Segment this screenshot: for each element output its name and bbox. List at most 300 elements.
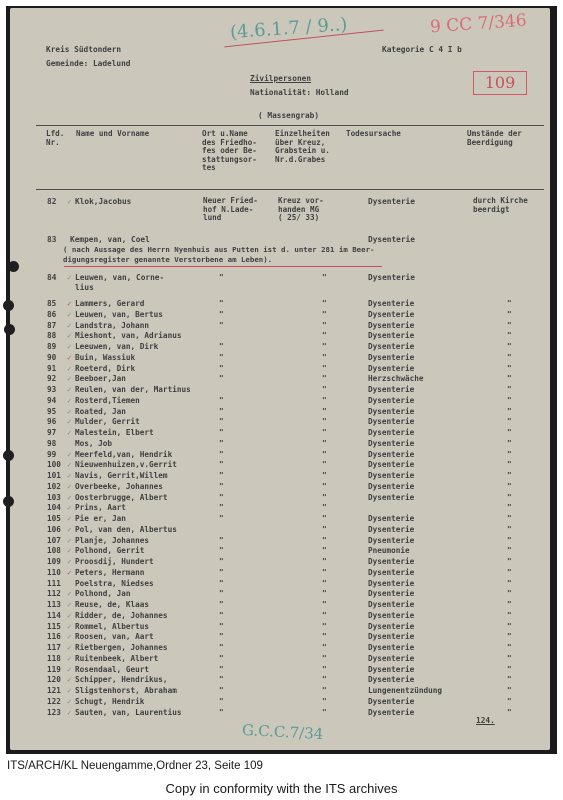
entry-cause: Dysenterie [368, 438, 415, 448]
entry-number: 118 [47, 653, 61, 663]
table-row [10, 407, 550, 418]
entry-grave: " [322, 696, 327, 706]
entry-burial: " [507, 610, 512, 620]
entry-place: " [219, 643, 224, 652]
entry-name: Lammers, Gerard [75, 299, 145, 308]
entry-name: Polhond, Jan [75, 589, 131, 599]
entry-number: 114 [47, 610, 61, 620]
entry-name: Prins, Aart [75, 503, 126, 513]
entry-cause: Dysenterie [368, 643, 415, 652]
entry-number: 102 [47, 481, 61, 491]
entry-place: " [219, 492, 224, 502]
entry-grave: " [322, 395, 327, 405]
red-underline [64, 266, 382, 267]
check-mark: ✓ [67, 385, 72, 394]
entry-number: 93 [47, 385, 57, 394]
entry-grave: " [322, 481, 327, 491]
entry-place: " [219, 589, 224, 599]
table-row [10, 579, 550, 590]
col-header-cause: Todesursache [346, 129, 401, 138]
entry-number: 98 [47, 438, 57, 448]
entry-cause: Dysenterie [368, 342, 415, 351]
entry-name: Proosdij, Hundert [75, 557, 154, 566]
entry-number: 100 [47, 460, 61, 470]
entry-grave: " [322, 675, 327, 685]
check-mark: ✓ [67, 664, 72, 674]
entry-grave: " [322, 535, 327, 545]
entry-burial: " [507, 417, 512, 427]
entry-place: " [219, 653, 224, 663]
entry-name: Mulder, Gerrit [75, 417, 140, 427]
entry-place: " [219, 460, 224, 470]
entry-grave: " [322, 438, 327, 448]
entry-name: Leeuwen, van, Dirk [75, 342, 159, 351]
entry-burial: " [507, 428, 512, 437]
entry-burial: " [507, 578, 512, 588]
entry-number: 110 [47, 567, 61, 577]
entry-burial: " [507, 385, 512, 394]
punch-hole [8, 261, 19, 272]
entry-cause: Dysenterie [368, 707, 415, 717]
entry-cause: Dysenterie [368, 524, 415, 534]
entry-name: Landstra, Johann [75, 320, 150, 330]
row-83-note-line1: ( nach Aussage des Herrn Nyenhuis aus Putten ist d. unter 281 im Beer- [63, 245, 375, 254]
grave-type-label: ( Massengrab) [258, 111, 320, 120]
entry-burial: " [507, 352, 512, 362]
entry-burial: " [507, 309, 512, 319]
table-row [10, 417, 550, 428]
punch-hole [3, 496, 14, 507]
entry-burial: " [507, 320, 512, 330]
entry-cause: Dysenterie [368, 632, 415, 642]
entry-number: 106 [47, 524, 61, 534]
entry-cause: Dysenterie [368, 567, 415, 577]
conformity-caption: Copy in conformity with the ITS archives [165, 781, 398, 796]
entry-name: Pol, van den, Albertus [75, 524, 177, 534]
entry-name: Rietbergen, Johannes [75, 643, 168, 652]
entry-number: 119 [47, 664, 61, 674]
entry-number: 116 [47, 632, 61, 642]
check-mark: ✓ [67, 514, 72, 523]
table-row [10, 525, 550, 536]
entry-grave: " [322, 514, 327, 523]
entry-place: " [219, 578, 224, 588]
entry-name: Sauten, van, Laurentius [75, 707, 182, 717]
entry-name: Sligstenhorst, Abraham [75, 686, 177, 695]
entry-number: 121 [47, 686, 61, 695]
page-number: 124. [476, 716, 495, 725]
entry-burial: " [507, 503, 512, 513]
entry-name: Roosen, van, Aart [75, 632, 154, 642]
entry-grave: " [322, 428, 327, 437]
entry-cause: Dysenterie [368, 664, 415, 674]
entry-grave: " [322, 653, 327, 663]
entry-burial: " [507, 492, 512, 502]
entry-place: " [219, 686, 224, 695]
entry-name: Meerfeld,van, Hendrik [75, 449, 173, 459]
check-mark: ✓ [67, 524, 72, 534]
entry-cause: Dysenterie [368, 492, 415, 502]
entry-grave: " [322, 449, 327, 459]
check-mark: ✓ [67, 395, 72, 405]
check-mark: ✓ [67, 417, 72, 427]
entry-name: Poelstra, Niedses [75, 578, 154, 588]
entry-cause: Dysenterie [368, 299, 415, 308]
entry-burial: " [507, 471, 512, 480]
entry-number: 90 [47, 352, 57, 362]
entry-burial: " [507, 589, 512, 599]
table-row [10, 450, 550, 461]
entry-cause: Dysenterie [368, 589, 415, 599]
entry-name: Ruitenbeek, Albert [75, 653, 159, 663]
teal-handwritten-note: (4.6.1.7 / 9..) [229, 13, 349, 44]
punch-hole [3, 300, 14, 311]
entry-grave: " [322, 471, 327, 480]
entry-name: Oosterbrugge, Albert [75, 492, 168, 502]
check-mark: ✓ [67, 675, 72, 685]
entry-burial: " [507, 524, 512, 534]
entry-name: Reulen, van der, Martinus [75, 385, 191, 394]
entry-burial: " [507, 395, 512, 405]
entry-number: 88 [47, 331, 57, 341]
entry-number: 120 [47, 675, 61, 685]
entry-cause: Dysenterie [368, 621, 415, 631]
check-mark: ✓ [67, 460, 72, 470]
entry-grave: " [322, 664, 327, 674]
entry-name: Malestein, Elbert [75, 428, 154, 437]
entry-burial: " [507, 664, 512, 674]
table-row [10, 665, 550, 676]
entry-grave: " [322, 352, 327, 362]
entry-name: Reuse, de, Klaas [75, 600, 150, 609]
entry-burial: " [507, 438, 512, 448]
entry-name: Navis, Gerrit,Willem [75, 471, 168, 480]
entry-cause: Dysenterie [368, 449, 415, 459]
entry-number: 86 [47, 309, 57, 319]
entry-grave: " [322, 643, 327, 652]
entry-name: Ridder, de, Johannes [75, 610, 168, 620]
entry-burial: " [507, 514, 512, 523]
entry-burial: " [507, 696, 512, 706]
entry-name: Roeterd, Dirk [75, 363, 136, 373]
row-82-nr: 82 [47, 197, 57, 206]
table-row [10, 364, 550, 375]
entry-grave: " [322, 589, 327, 599]
entry-burial: " [507, 686, 512, 695]
check-mark: ✓ [67, 610, 72, 620]
entry-grave: " [322, 546, 327, 556]
entry-place: " [219, 406, 224, 416]
entry-name: Schugt, Hendrik [75, 696, 145, 706]
entry-cause: Dysenterie [368, 460, 415, 470]
check-mark: ✓ [67, 546, 72, 556]
entry-place: " [219, 675, 224, 685]
row-84-name-cont: lius [75, 283, 94, 292]
entry-number: 85 [47, 299, 57, 308]
entry-number: 95 [47, 406, 57, 416]
entry-number: 117 [47, 643, 61, 652]
entry-grave: " [322, 686, 327, 695]
check-mark: ✓ [67, 342, 72, 351]
table-row [10, 353, 550, 364]
punch-hole [3, 450, 14, 461]
entry-name: Planje, Johannes [75, 535, 150, 545]
entry-grave: " [322, 299, 327, 308]
row-84-name: Leuwen, van, Corne- [75, 273, 165, 282]
table-row [10, 568, 550, 579]
table-row [10, 686, 550, 697]
entry-cause: Dysenterie [368, 363, 415, 373]
table-row [10, 342, 550, 353]
entry-name: Polhond, Gerrit [75, 546, 145, 556]
entry-cause: Herzschwäche [368, 374, 424, 384]
entry-place: " [219, 320, 224, 330]
check-mark: ✓ [67, 449, 72, 459]
entry-burial: " [507, 460, 512, 470]
check-mark: ✓ [67, 299, 72, 308]
entry-cause: Dysenterie [368, 385, 415, 394]
col-header-nr: Lfd. Nr. [46, 129, 65, 147]
entry-place: " [219, 600, 224, 609]
entry-grave: " [322, 363, 327, 373]
entry-cause: Dysenterie [368, 320, 415, 330]
check-mark: ✓ [67, 471, 72, 480]
row-82-burial: durch Kirche beerdigt [473, 196, 528, 214]
entry-cause: Dysenterie [368, 535, 415, 545]
check-mark: ✓ [67, 696, 72, 706]
entry-burial: " [507, 342, 512, 351]
entry-place: " [219, 395, 224, 405]
entry-name: Overbeeke, Johannes [75, 481, 163, 491]
row-83-note-line2: digungsregister genannte Verstorbene am Leben). [63, 255, 273, 264]
entry-name: Pie er, Jan [75, 514, 126, 523]
table-row [10, 611, 550, 622]
entry-grave: " [322, 578, 327, 588]
entry-burial: " [507, 675, 512, 685]
entry-name: Mieshont, van, Adrianus [75, 331, 182, 341]
entry-grave: " [322, 460, 327, 470]
check-mark: ✓ [67, 309, 72, 319]
row-83-cause: Dysenterie [368, 235, 415, 244]
check-mark: ✓ [67, 374, 72, 384]
entry-number: 112 [47, 589, 61, 599]
check-mark: ✓ [67, 535, 72, 545]
entry-cause: Dysenterie [368, 600, 415, 609]
check-mark: ✓ [67, 320, 72, 330]
check-mark: ✓ [67, 352, 72, 362]
entry-number: 94 [47, 395, 57, 405]
entry-place: " [219, 417, 224, 427]
row-84-place: " [219, 273, 224, 282]
entry-grave: " [322, 331, 327, 341]
entry-place: " [219, 438, 224, 448]
row-83-name: Kempen, van, Coel [70, 235, 150, 244]
table-row [10, 385, 550, 396]
entry-cause: Dysenterie [368, 395, 415, 405]
entry-name: Buin, Wassiuk [75, 352, 136, 362]
row-82-place: Neuer Fried- hof N.Lade- lund [203, 196, 258, 222]
table-row [10, 321, 550, 332]
check-mark: ✓ [67, 686, 72, 695]
entry-burial: " [507, 299, 512, 308]
table-top-rule [36, 125, 544, 126]
entry-place: " [219, 610, 224, 620]
table-row [10, 600, 550, 611]
entry-grave: " [322, 621, 327, 631]
table-row [10, 622, 550, 633]
entry-number: 123 [47, 707, 61, 717]
entry-name: Rommel, Albertus [75, 621, 150, 631]
entry-name: Rosterd,Tiemen [75, 395, 140, 405]
entry-cause: Dysenterie [368, 696, 415, 706]
entry-cause: Dysenterie [368, 352, 415, 362]
entry-place: " [219, 363, 224, 373]
table-row [10, 697, 550, 708]
table-row [10, 643, 550, 654]
entry-number: 103 [47, 492, 61, 502]
entry-number: 99 [47, 449, 57, 459]
entry-place: " [219, 299, 224, 308]
entry-grave: " [322, 524, 327, 534]
entry-cause: Dysenterie [368, 610, 415, 620]
entry-cause: Dysenterie [368, 675, 415, 685]
entry-burial: " [507, 331, 512, 341]
kategorie-label: Kategorie C 4 I b [382, 45, 462, 54]
check-mark: ✓ [67, 589, 72, 599]
table-row [10, 546, 550, 557]
entry-place: " [219, 374, 224, 384]
entry-grave: " [322, 385, 327, 394]
entry-burial: " [507, 600, 512, 609]
entry-burial: " [507, 406, 512, 416]
entry-grave: " [322, 632, 327, 642]
entry-grave: " [322, 406, 327, 416]
entry-place: " [219, 352, 224, 362]
table-row [10, 374, 550, 385]
row-84-cause: Dysenterie [368, 273, 415, 282]
entry-grave: " [322, 320, 327, 330]
col-header-place: Ort u.Name des Friedho- fes oder Be- stattungsor- tes [202, 129, 257, 172]
entry-burial: " [507, 557, 512, 566]
entry-cause: Dysenterie [368, 578, 415, 588]
table-row [10, 589, 550, 600]
entry-cause: Dysenterie [368, 331, 415, 341]
check-mark: ✓ [67, 643, 72, 652]
nationality-label: Nationalität: Holland [250, 88, 349, 97]
table-row [10, 675, 550, 686]
entry-grave: " [322, 557, 327, 566]
entry-grave: " [322, 503, 327, 513]
source-caption: ITS/ARCH/KL Neuengamme,Ordner 23, Seite 109 [7, 760, 263, 772]
entry-number: 89 [47, 342, 57, 351]
table-row [10, 331, 550, 342]
entry-place: " [219, 567, 224, 577]
entry-number: 122 [47, 696, 61, 706]
entry-place: " [219, 546, 224, 556]
entry-place: " [219, 621, 224, 631]
col-header-grave: Einzelheiten über Kreuz, Grabstein u. Nr.d.Grabes [275, 129, 330, 164]
row-83-nr: 83 [47, 235, 57, 244]
entry-number: 97 [47, 428, 57, 437]
check-mark: ✓ [67, 331, 72, 341]
entry-burial: " [507, 632, 512, 642]
table-row [10, 493, 550, 504]
entry-place: " [219, 664, 224, 674]
entry-grave: " [322, 374, 327, 384]
entry-burial: " [507, 707, 512, 717]
entry-grave: " [322, 707, 327, 717]
kreis-label: Kreis Südtondern [46, 45, 122, 54]
entry-burial: " [507, 374, 512, 384]
entry-cause: Dysenterie [368, 481, 415, 491]
check-mark: ✓ [67, 481, 72, 491]
entry-number: 105 [47, 514, 61, 523]
col-header-burial: Umstände der Beerdigung [467, 129, 522, 147]
table-row [10, 654, 550, 665]
entry-place: " [219, 557, 224, 566]
check-mark: ✓ [67, 600, 72, 609]
row-82-cause: Dysenterie [368, 197, 415, 206]
entry-number: 113 [47, 600, 61, 609]
check-mark: ✓ [67, 428, 72, 437]
entry-place: " [219, 535, 224, 545]
check-mark: ✓ [67, 621, 72, 631]
entry-burial: " [507, 449, 512, 459]
entry-grave: " [322, 600, 327, 609]
entry-grave: " [322, 342, 327, 351]
table-row [10, 471, 550, 482]
table-header-rule [36, 189, 544, 190]
entry-grave: " [322, 492, 327, 502]
entry-cause: Dysenterie [368, 428, 415, 437]
table-row [10, 460, 550, 471]
table-row [10, 557, 550, 568]
entry-cause: Dysenterie [368, 653, 415, 663]
check-mark: ✓ [67, 406, 72, 416]
entry-number: 87 [47, 320, 57, 330]
entry-name: Leuwen, van, Bertus [75, 309, 163, 319]
entry-number: 109 [47, 557, 61, 566]
entry-burial: " [507, 546, 512, 556]
entry-cause: Dysenterie [368, 514, 415, 523]
bottom-handwritten-note: G.C.C.7/34 [241, 720, 324, 744]
red-number-box: 109 [473, 71, 527, 95]
entry-burial: " [507, 567, 512, 577]
entry-cause: Dysenterie [368, 309, 415, 319]
table-row [10, 536, 550, 547]
check-mark: ✓ [67, 567, 72, 577]
table-row [10, 708, 550, 719]
entry-name: Nieuwenhuizen,v.Gerrit [75, 460, 177, 470]
category-heading: Zivilpersonen [250, 74, 312, 83]
row-84-nr: 84 [47, 273, 57, 282]
entry-grave: " [322, 610, 327, 620]
check-mark: ✓ [67, 653, 72, 663]
entry-name: Mos, Job [75, 438, 113, 448]
entry-burial: " [507, 363, 512, 373]
entry-number: 111 [47, 578, 61, 588]
entry-burial: " [507, 653, 512, 663]
entry-number: 92 [47, 374, 57, 384]
row-82-check: ✓ [67, 197, 72, 206]
table-row [10, 482, 550, 493]
entry-number: 108 [47, 546, 61, 556]
check-mark: ✓ [67, 632, 72, 642]
entry-cause: Dysenterie [368, 417, 415, 427]
table-row [10, 514, 550, 525]
entry-grave: " [322, 309, 327, 319]
entry-number: 107 [47, 535, 61, 545]
